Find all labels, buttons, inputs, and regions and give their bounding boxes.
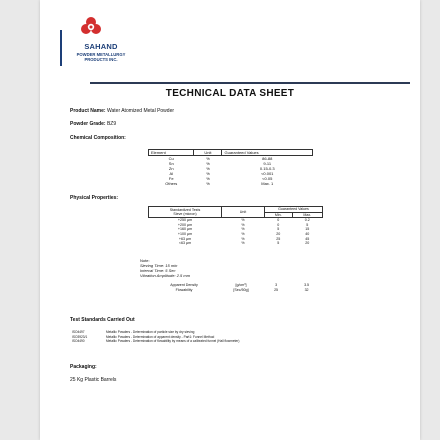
column-header: Element xyxy=(149,150,194,156)
document-page xyxy=(40,0,420,440)
unit-cell: [g/cm³] xyxy=(235,283,247,287)
property-cell: Apparent Density xyxy=(170,283,198,287)
test-standards-list xyxy=(70,330,390,344)
header-divider xyxy=(90,82,410,84)
min-cell: 0 xyxy=(277,218,280,223)
column-header-tests-line-2: Sieve (micron) xyxy=(173,212,197,217)
list-item xyxy=(70,339,390,344)
min-cell: 5 xyxy=(277,241,280,246)
column-header: Guaranteed Values xyxy=(222,150,313,156)
table-row xyxy=(149,241,323,246)
packaging-value: 25 Kg Plastic Barrels xyxy=(70,377,117,383)
max-cell: 45 xyxy=(305,236,310,241)
value-cell: 86-88 xyxy=(262,156,273,161)
unit-cell: % xyxy=(206,176,210,181)
standard-code: ISO3923/1 xyxy=(72,334,88,339)
product-name-value: Water Atomized Metal Powder xyxy=(106,108,175,114)
unit-cell: % xyxy=(206,166,210,171)
min-cell: 25 xyxy=(276,236,281,241)
company-logo xyxy=(60,12,140,67)
table-row xyxy=(148,288,323,293)
chemical-composition-table xyxy=(148,149,313,186)
document-title: TECHNICAL DATA SHEET xyxy=(165,88,295,99)
sieve-cell: +160 µm xyxy=(177,227,193,232)
unit-cell: [Sec/50g] xyxy=(233,287,249,292)
company-subtitle-line-1: POWDER METALLURGY xyxy=(76,52,126,57)
min-cell: 5 xyxy=(277,227,280,232)
column-header-tests-line-1: Standardized Tests xyxy=(169,207,201,212)
property-cell: Flowability xyxy=(175,287,193,292)
note-interval-time: Interval Time: 5 Sec xyxy=(140,268,176,273)
min-cell: 25 xyxy=(274,287,279,292)
max-cell: 0.2 xyxy=(304,218,310,223)
column-header-unit: Unit xyxy=(222,207,265,218)
unit-cell: % xyxy=(241,222,245,227)
column-header-max: Max. xyxy=(292,212,322,218)
density-flowability-table xyxy=(148,283,323,292)
value-cell: 0.15-0.3 xyxy=(259,166,275,171)
brand-accent-bar xyxy=(60,30,62,66)
document-header xyxy=(60,12,410,72)
product-name-label: Product Name: xyxy=(70,108,106,114)
sieving-notes xyxy=(140,258,190,278)
powder-grade-row xyxy=(70,121,116,127)
sieve-cell: +63 µm xyxy=(178,236,192,241)
element-cell: Cu xyxy=(168,156,174,161)
sieve-cell: <63 µm xyxy=(178,241,192,246)
unit-cell: % xyxy=(241,231,245,236)
max-cell: 32 xyxy=(304,287,309,292)
element-cell: Others xyxy=(165,181,178,186)
standard-code: ISO4490 xyxy=(72,339,85,344)
chemical-composition-heading: Chemical Composition: xyxy=(70,135,126,141)
powder-grade-value: BZ9 xyxy=(106,121,117,127)
logo-emblem-icon xyxy=(80,16,102,38)
unit-cell: % xyxy=(241,241,245,246)
note-sieving-time: Sieving Time: 15 min xyxy=(140,263,178,268)
value-cell: <0.05 xyxy=(262,176,273,181)
note-vibration-amplitude: Vibration Amplitude: 2.5 mm xyxy=(140,273,191,278)
company-name: SAHAND xyxy=(84,42,118,51)
note-label: Note: xyxy=(140,258,150,263)
unit-cell: % xyxy=(241,236,245,241)
max-cell: 15 xyxy=(305,227,310,232)
unit-cell: % xyxy=(206,181,210,186)
min-cell: 20 xyxy=(276,231,281,236)
company-subtitle xyxy=(64,52,138,62)
max-cell: 20 xyxy=(305,241,310,246)
max-cell: 3.5 xyxy=(304,283,310,287)
unit-cell: % xyxy=(206,156,210,161)
physical-properties-table xyxy=(148,206,323,246)
value-cell: Max. 1 xyxy=(261,181,274,186)
element-cell: Al xyxy=(169,171,174,176)
column-header-min: Min. xyxy=(265,212,293,218)
physical-properties-heading: Physical Properties: xyxy=(70,195,119,201)
packaging-heading: Packaging: xyxy=(70,364,97,370)
column-header-values: Guaranteed Values xyxy=(265,207,323,213)
standard-description: Metallic Powders - Determination of particle size by dry sieving xyxy=(106,330,195,334)
value-cell: <0.001 xyxy=(261,171,274,176)
company-subtitle-line-2: PRODUCTS INC. xyxy=(84,57,118,62)
max-cell: 5 xyxy=(306,222,309,227)
standard-description: Metallic Powders - Determination of apparent density - Part1: Funnel Method xyxy=(106,334,215,339)
product-name-row xyxy=(70,108,174,114)
sieve-cell: +200 µm xyxy=(177,222,193,227)
value-cell: 9-11 xyxy=(263,161,272,166)
element-cell: Zn xyxy=(168,166,174,171)
element-cell: Fe xyxy=(168,176,174,181)
sieve-cell: +250 µm xyxy=(177,218,193,223)
table-header-row xyxy=(149,207,323,213)
element-cell: Sn xyxy=(168,161,174,166)
min-cell: 3 xyxy=(275,283,278,287)
min-cell: 0 xyxy=(277,222,280,227)
unit-cell: % xyxy=(241,218,245,223)
standard-code: ISO4497 xyxy=(72,330,85,334)
unit-cell: % xyxy=(206,161,210,166)
standard-description: Metallic Powders - Determination of flowability by means of a calibrated funnel (Hall flowmeter) xyxy=(106,339,240,344)
max-cell: 40 xyxy=(305,231,310,236)
unit-cell: % xyxy=(206,171,210,176)
column-header-tests xyxy=(149,207,222,218)
unit-cell: % xyxy=(241,227,245,232)
column-header: Unit xyxy=(194,150,222,156)
table-row xyxy=(149,181,313,186)
test-standards-heading: Test Standards Carried Out xyxy=(70,317,135,323)
sieve-cell: +100 µm xyxy=(177,231,193,236)
powder-grade-label: Powder Grade: xyxy=(70,121,106,127)
